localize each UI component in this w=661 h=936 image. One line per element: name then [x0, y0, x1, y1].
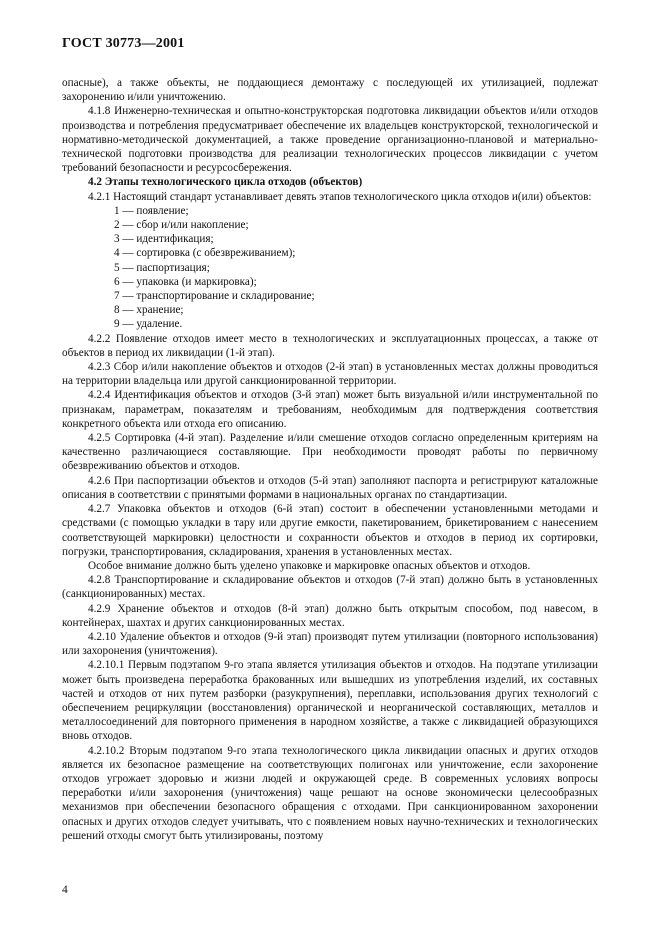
document-header: ГОСТ 30773—2001: [62, 36, 185, 51]
stage-item: 9 — удаление.: [114, 318, 183, 331]
paragraph-continuation: опасные), а также объекты, не поддающиеся демонтажу с последующей их утилизацией, подлежат захоронению и/или уничтожению.: [62, 77, 598, 104]
paragraph-4-2-8: 4.2.8 Транспортирование и складирование объектов и отходов (7-й этап) должно быть в установленных (санкционированных) местах.: [62, 574, 598, 601]
stage-item: 3 — идентификация;: [114, 233, 214, 246]
stage-item: 5 — паспортизация;: [114, 261, 210, 274]
paragraph-4-2-5: 4.2.5 Сортировка (4-й этап). Разделение и/или смешение отходов согласно определенным критериям на качественно различающиеся составляющие. При необходимости проводят работы по первичному обезвреживанию объектов и отходов.: [62, 432, 598, 473]
paragraph-4-2-9: 4.2.9 Хранение объектов и отходов (8-й этап) должно быть открытым способом, под навесом, в контейнерах, шахтах и других санкционированных местах.: [62, 602, 598, 629]
paragraph-4-2-7: 4.2.7 Упаковка объектов и отходов (6-й этап) состоит в обеспечении установленными методами и средствами (с помощью укладки в тару или другие емкости, пакетированием, брикетированием с нанесением соответствующей маркировки) целостности и сохранности объектов и отходов в период их сортировки, погрузки, транспортирования, складирования, хранения в установленных местах.: [62, 503, 598, 558]
paragraph-4-2-6: 4.2.6 При паспортизации объектов и отходов (5-й этап) заполняют паспорта и регистрируют каталожные описания в соответствии с принятыми формами в национальных органах по стандартизации.: [62, 474, 598, 501]
paragraph-4-2-1: 4.2.1 Настоящий стандарт устанавливает девять этапов технологического цикла отходов и(или) объектов:: [88, 190, 592, 203]
section-heading-4-2: 4.2 Этапы технологического цикла отходов (объектов): [88, 176, 363, 189]
paragraph-4-2-7-note: Особое внимание должно быть уделено упаковке и маркировке опасных объектов и отходов.: [88, 559, 531, 572]
paragraph-4-2-3: 4.2.3 Сбор и/или накопление объектов и отходов (2-й этап) в установленных местах должны проводиться на территории владельца или другой санкционированной территории.: [62, 361, 598, 388]
paragraph-4-2-4: 4.2.4 Идентификация объектов и отходов (3-й этап) может быть визуальной и/или инструментальной по признакам, параметрам, показателям и требованиям, необходимым для подтверждения соответствия конкретного объекта или отхода его описанию.: [62, 389, 598, 430]
paragraph-4-2-10: 4.2.10 Удаление объектов и отходов (9-й этап) производят путем утилизации (повторного использования) или захоронения (уничтожения).: [62, 630, 598, 658]
stage-item: 6 — упаковка (и маркировка);: [114, 275, 257, 288]
stage-item: 7 — транспортирование и складирование;: [114, 290, 315, 303]
paragraph-4-2-10-1: 4.2.10.1 Первым подэтапом 9-го этапа является утилизация объектов и отходов. На подэтапе утилизации может быть произведена переработка бракованных или вышедших из употребления изделий, их составных частей и отходов от них путем разборки (разукрупнения), переплавки, использования других технологий с обеспечением рециркуляции (восстановления) органической и неорганической составляющих, металлов и металлосоединений для повторного применения в народном хозяйстве, а также с ликвидацией образующихся вновь отходов.: [62, 659, 598, 743]
stage-item: 1 — появление;: [114, 204, 189, 217]
paragraph-4-1-8: 4.1.8 Инженерно-техническая и опытно-конструкторская подготовка ликвидации объектов и/или отходов производства и потребления предусматривает обеспечение их владельцев конструкторской, технологической и нормативно-методической документацией, а также проведение организационно-плановой и материально-технической подготовки производства для реализации технологических процессов ликвидации с учетом требований безопасности и ресурсосбережения.: [62, 105, 598, 175]
stage-item: 2 — сбор и/или накопление;: [114, 219, 249, 232]
document-body: [62, 76, 598, 843]
paragraph-4-2-2: 4.2.2 Появление отходов имеет место в технологических и эксплуатационных процессах, а также от объектов в период их ликвидации (1-й этап).: [62, 332, 598, 359]
stages-list: [62, 204, 598, 332]
stage-item: 8 — хранение;: [114, 304, 184, 317]
stage-item: 4 — сортировка (с обезвреживанием);: [114, 247, 296, 260]
paragraph-4-2-10-2: 4.2.10.2 Вторым подэтапом 9-го этапа технологического цикла ликвидации опасных и других отходов является их безопасное размещение на соответствующих полигонах или уничтожение, если захоронение отходов угрожает здоровью и жизни людей и окружающей среде. В современных условиях вопросы переработки и/или захоронения (уничтожения) чаще решают на основе экономически целесообразных механизмов при обеспечении безопасного обращения с отходами. При санкционированном захоронении опасных и других отходов следует учитывать, что с появлением новых научно-технических и технологических решений отходы смогут быть утилизированы, поэтому: [62, 744, 598, 842]
page-number: 4: [62, 884, 68, 896]
